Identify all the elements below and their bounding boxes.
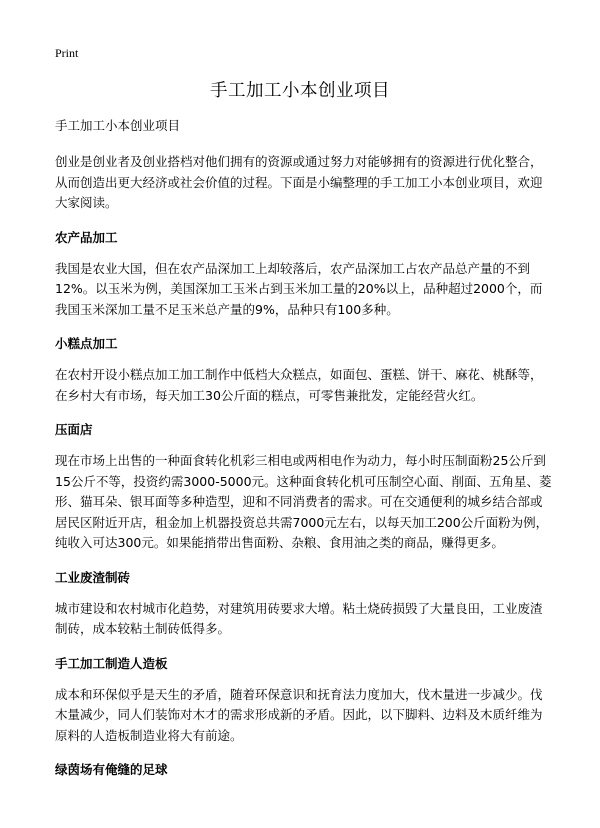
section-heading: 农产品加工	[55, 229, 118, 245]
section-slag-bricks	[55, 568, 554, 640]
section-footballs	[55, 760, 554, 780]
page-title: 手工加工小本创业项目	[210, 81, 390, 101]
section-wood-boards	[55, 654, 554, 747]
section-paragraph: 现在市场上出售的一种面食转化机彩三相电或两相电作为动力，每小时压制面粉25公斤到15公斤不等，投资约需3000-5000元。这种面食转化机可压制空心面、削面、五角星、菱形、猫耳朵、银耳面等多种造型，迎和不同消费者的需求。可在交通便利的城乡结合部或居民区附近开店，租金加上机器投资总共需7000元左右，以每天加工200公斤面粉为例，纯收入可达300元。如果能捎带出售面粉、杂粮、食用油之类的商品，赚得更多。	[55, 453, 552, 550]
section-heading: 小糕点加工	[55, 336, 118, 351]
section-agri-processing	[55, 228, 554, 321]
section-heading: 工业废渣制砖	[55, 569, 131, 585]
section-heading: 压面店	[55, 422, 93, 437]
section-paragraph: 城市建设和农村城市化趋势，对建筑用砖要求大增。粘土烧砖损毁了大量良田，工业废渣制砖，成本较粘土制砖低得多。	[55, 600, 543, 636]
section-noodle-shop	[55, 420, 554, 554]
section-heading: 手工加工制造人造板	[55, 655, 168, 671]
article-body	[55, 116, 554, 791]
print-link[interactable]: Print	[55, 46, 79, 60]
section-paragraph: 我国是农业大国，但在农产品深加工上却较落后，农产品深加工占农产品总产量的不到12%。以玉米为例，美国深加工玉米占到玉米加工量的20%以上，品种超过2000个，而我国玉米深加工量不足玉米总产量的9%，品种只有100多种。	[55, 260, 543, 317]
section-paragraph: 在农村开设小糕点加工加工制作中低档大众糕点，如面包、蛋糕、饼干、麻花、桃酥等，在乡村大有市场，每天加工30公斤面的糕点，可零售兼批发，定能经营火红。	[55, 367, 543, 403]
section-pastry	[55, 334, 554, 406]
section-paragraph: 成本和环保似乎是天生的矛盾，随着环保意识和抚育法力度加大，伐木量进一步减少。伐木量减少，同人们装饰对木才的需求形成新的矛盾。因此，以下脚料、边料及木质纤维为原料的人造板制造业将大有前途。	[55, 686, 543, 743]
section-heading: 绿茵场有俺缝的足球	[55, 762, 168, 777]
article-subtitle: 手工加工小本创业项目	[55, 118, 181, 133]
intro-paragraph: 创业是创业者及创业搭档对他们拥有的资源或通过努力对能够拥有的资源进行优化整合，从而创造出更大经济或社会价值的过程。下面是小编整理的手工加工小本创业项目，欢迎大家阅读。	[55, 154, 543, 210]
